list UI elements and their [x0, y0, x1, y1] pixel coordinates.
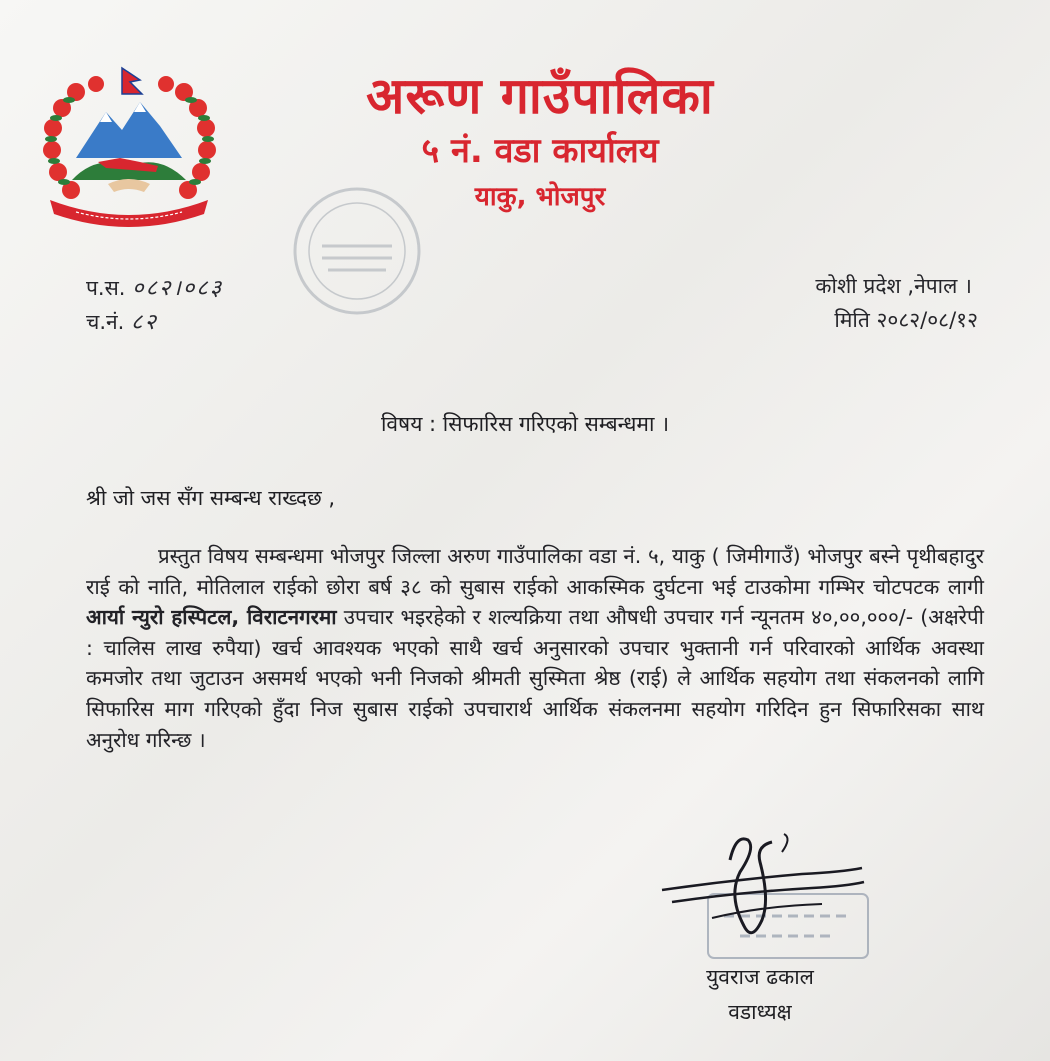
handwritten-signature-icon	[652, 832, 872, 952]
signer-title: वडाध्यक्ष	[728, 1000, 792, 1024]
body-text-part-1: प्रस्तुत विषय सम्बन्धमा भोजपुर जिल्ला अरुण गाउँपालिका वडा नं. ५, याकु ( जिमीगाउँ) भोजपुर बस्ने पृथीबहादुर राई को नाति, मोतिलाल राईको छोरा बर्ष ३८ को सुबास राईको आकस्मिक दुर्घटना भई टाउकोमा गम्भिर चोटपटक लागी	[86, 544, 984, 599]
office-address: याकु, भोजपुर	[474, 182, 606, 212]
letter-body	[86, 541, 984, 755]
body-text-hospital: आर्या न्युरो हस्पिटल, विराटनगरमा	[86, 605, 337, 630]
letter-date: मिति २०८२/०८/१२	[834, 308, 978, 332]
subject-line: विषय : सिफारिस गरिएको सम्बन्धमा ।	[380, 412, 670, 436]
ward-office-title: ५ नं. वडा कार्यालय	[421, 131, 659, 171]
ps-label: प.स.	[86, 276, 126, 300]
office-stamp-icon	[282, 176, 432, 326]
cn-value: ८२	[131, 310, 158, 335]
letter-reference-number	[86, 274, 223, 303]
salutation: श्री जो जस सँग सम्बन्ध राख्दछ ,	[86, 486, 336, 510]
cn-label: च.नं.	[86, 310, 125, 334]
body-text-part-2: उपचार भइरहेको र शल्यक्रिया तथा औषधी उपचार गर्न न्यूनतम ४०,००,०००/- (अक्षरेपी : चालिस लाख रुपैया) खर्च आवश्यक भएको साथै खर्च अनुसारको उपचार भुक्तानी गर्न परिवारको आर्थिक अवस्था कमजोर तथा जुटाउन असमर्थ भएको भनी निजको श्रीमती सुस्मिता श्रेष्ठ (राई) ले आर्थिक सहयोग तथा संकलनको लागि सिफारिस माग गरिएको हुँदा निज सुबास राईको उपचारार्थ आर्थिक संकलनमा सहयोग गरिदिन हुन सिफारिसका साथ अनुरोध गरिन्छ ।	[86, 605, 984, 752]
nepal-emblem-icon	[36, 62, 222, 227]
office-name: अरूण गाउँपालिका	[366, 67, 714, 125]
ps-value: ०८२।०८३	[132, 276, 224, 301]
dispatch-number	[86, 308, 158, 337]
province-line: कोशी प्रदेश ,नेपाल ।	[815, 274, 972, 298]
signer-name: युवराज ढकाल	[706, 965, 814, 989]
